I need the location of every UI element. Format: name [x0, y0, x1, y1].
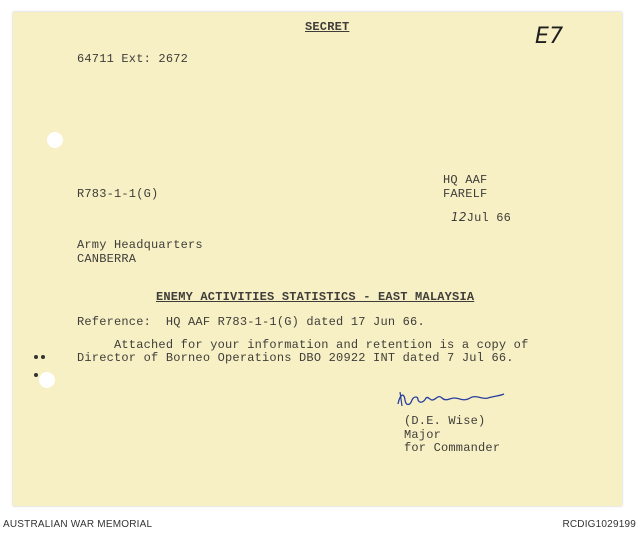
date-month-year: Jul 66 — [466, 211, 512, 225]
punch-hole-top — [47, 132, 63, 148]
sender-reference: R783-1-1(G) — [77, 187, 159, 201]
classification-header: SECRET — [305, 20, 350, 34]
reference-line: Reference: HQ AAF R783-1-1(G) dated 17 Jun 66. — [77, 315, 425, 329]
signatory-rank: Major — [404, 428, 442, 442]
subject-title: ENEMY ACTIVITIES STATISTICS - EAST MALAYSIA — [156, 290, 475, 304]
addressee-line-1: Army Headquarters — [77, 238, 203, 252]
footer-source: AUSTRALIAN WAR MEMORIAL — [3, 519, 153, 530]
from-line-1: HQ AAF — [443, 173, 488, 187]
date-day-handwritten: 12 — [451, 210, 467, 224]
page-reference-handwritten: E7 — [535, 24, 564, 49]
margin-dots — [34, 346, 54, 352]
punch-hole-bottom — [39, 372, 55, 388]
footer-id: RCDIG1029199 — [562, 519, 636, 530]
signature-handwritten — [396, 388, 508, 408]
signatory-role: for Commander — [404, 441, 501, 455]
file-number: 64711 Ext: 2672 — [77, 52, 189, 66]
from-line-2: FARELF — [443, 187, 488, 201]
signatory-name: (D.E. Wise) — [404, 414, 486, 428]
body-line-2: Director of Borneo Operations DBO 20922 INT dated 7 Jul 66. — [77, 351, 514, 365]
addressee-line-2: CANBERRA — [77, 252, 137, 266]
document-date — [451, 210, 511, 225]
body-line-1: Attached for your information and retention is a copy of — [77, 338, 529, 352]
